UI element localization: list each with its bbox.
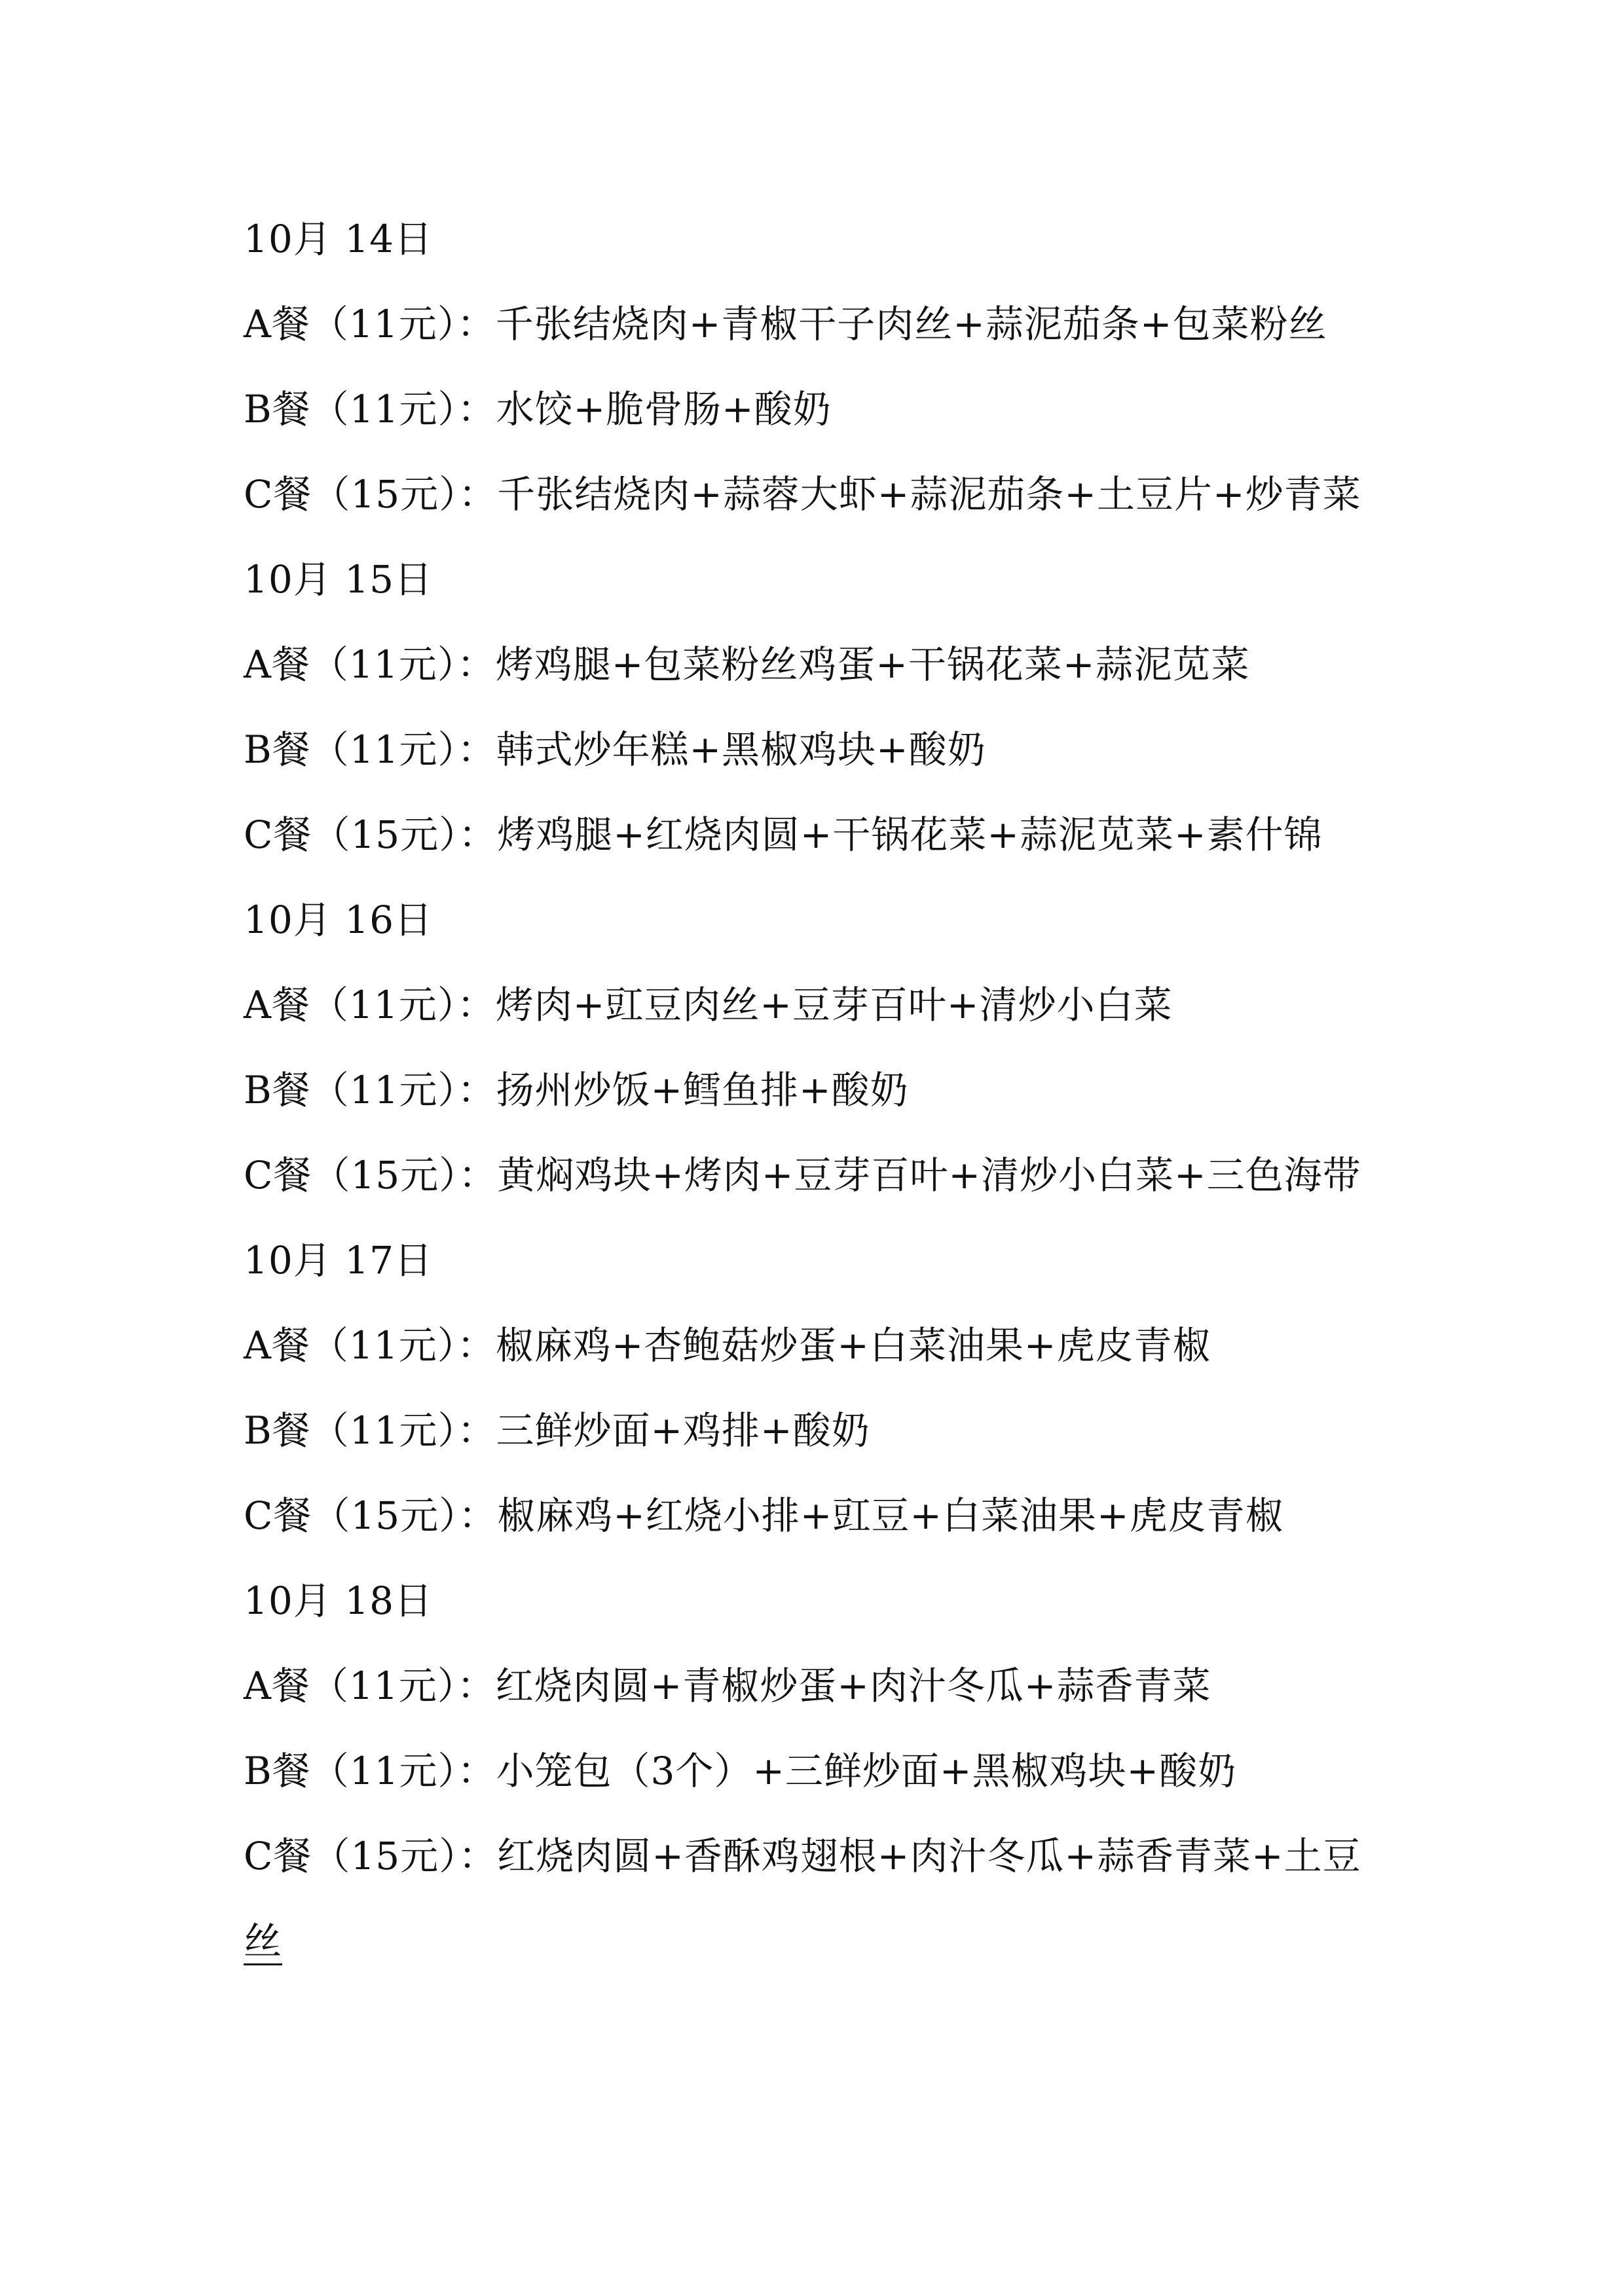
meal-continuation: 丝 — [244, 1919, 283, 1963]
meal-items: 韩式炒年糕+黑椒鸡块+酸奶 — [496, 727, 986, 772]
meal-items: 烤肉+豇豆肉丝+豆芽百叶+清炒小白菜 — [495, 983, 1173, 1027]
date-heading: 10月 14日 — [244, 217, 434, 261]
meal-line-c — [244, 1152, 1361, 1198]
meal-items: 椒麻鸡+红烧小排+豇豆+白菜油果+虎皮青椒 — [497, 1493, 1284, 1538]
meal-line-a — [244, 1663, 1211, 1709]
meal-items: 椒麻鸡+杏鲍菇炒蛋+白菜油果+虎皮青椒 — [495, 1323, 1211, 1368]
meal-label: C餐（15元）： — [244, 472, 498, 517]
meal-items: 烤鸡腿+包菜粉丝鸡蛋+干锅花菜+蒜泥苋菜 — [495, 642, 1250, 687]
meal-label: A餐（11元）： — [244, 1664, 496, 1708]
meal-label: A餐（11元）： — [244, 983, 496, 1027]
meal-line-a — [244, 1322, 1211, 1368]
meal-items: 千张结烧肉+蒜蓉大虾+蒜泥茄条+土豆片+炒青菜 — [497, 472, 1361, 517]
meal-label: B餐（11元）： — [244, 1408, 496, 1453]
meal-items: 烤鸡腿+红烧肉圆+干锅花菜+蒜泥苋菜+素什锦 — [497, 812, 1323, 857]
meal-line-c — [244, 812, 1323, 858]
meal-line-b — [244, 727, 986, 773]
meal-label: A餐（11元）： — [244, 302, 496, 346]
meal-line-a — [244, 642, 1250, 687]
meal-line-b — [244, 1748, 1236, 1794]
meal-line-b — [244, 1408, 870, 1453]
meal-label: C餐（15元）： — [244, 1493, 498, 1538]
date-heading: 10月 17日 — [244, 1238, 434, 1283]
meal-items: 三鲜炒面+鸡排+酸奶 — [496, 1408, 870, 1453]
meal-label: B餐（11元）： — [244, 1749, 496, 1793]
meal-line-a — [244, 982, 1173, 1028]
meal-items: 扬州炒饭+鳕鱼排+酸奶 — [496, 1068, 909, 1112]
meal-label: C餐（15元）： — [244, 1834, 498, 1878]
meal-items: 黄焖鸡块+烤肉+豆芽百叶+清炒小白菜+三色海带 — [497, 1153, 1361, 1197]
meal-line-b — [244, 1067, 909, 1113]
meal-items: 小笼包（3个）+三鲜炒面+黑椒鸡块+酸奶 — [496, 1749, 1237, 1793]
meal-label: B餐（11元）： — [244, 727, 496, 772]
meal-line-c — [244, 471, 1361, 517]
meal-items: 红烧肉圆+香酥鸡翅根+肉汁冬瓜+蒜香青菜+土豆 — [497, 1834, 1361, 1878]
meal-label: C餐（15元）： — [244, 1153, 498, 1197]
meal-label: B餐（11元）： — [244, 1068, 496, 1112]
meal-label: C餐（15元）： — [244, 812, 498, 857]
meal-items: 千张结烧肉+青椒干子肉丝+蒜泥茄条+包菜粉丝 — [495, 302, 1327, 346]
meal-label: A餐（11元）： — [244, 1323, 496, 1368]
date-heading: 10月 16日 — [244, 898, 434, 942]
meal-line-b — [244, 386, 832, 432]
meal-label: A餐（11元）： — [244, 642, 496, 687]
meal-line-c — [244, 1493, 1284, 1539]
meal-items: 红烧肉圆+青椒炒蛋+肉汁冬瓜+蒜香青菜 — [495, 1664, 1211, 1708]
meal-line-a — [244, 301, 1327, 347]
meal-line-c — [244, 1833, 1361, 1879]
meal-items: 水饺+脆骨肠+酸奶 — [496, 387, 832, 431]
date-heading: 10月 15日 — [244, 557, 434, 602]
date-heading: 10月 18日 — [244, 1578, 434, 1623]
meal-label: B餐（11元）： — [244, 387, 496, 431]
